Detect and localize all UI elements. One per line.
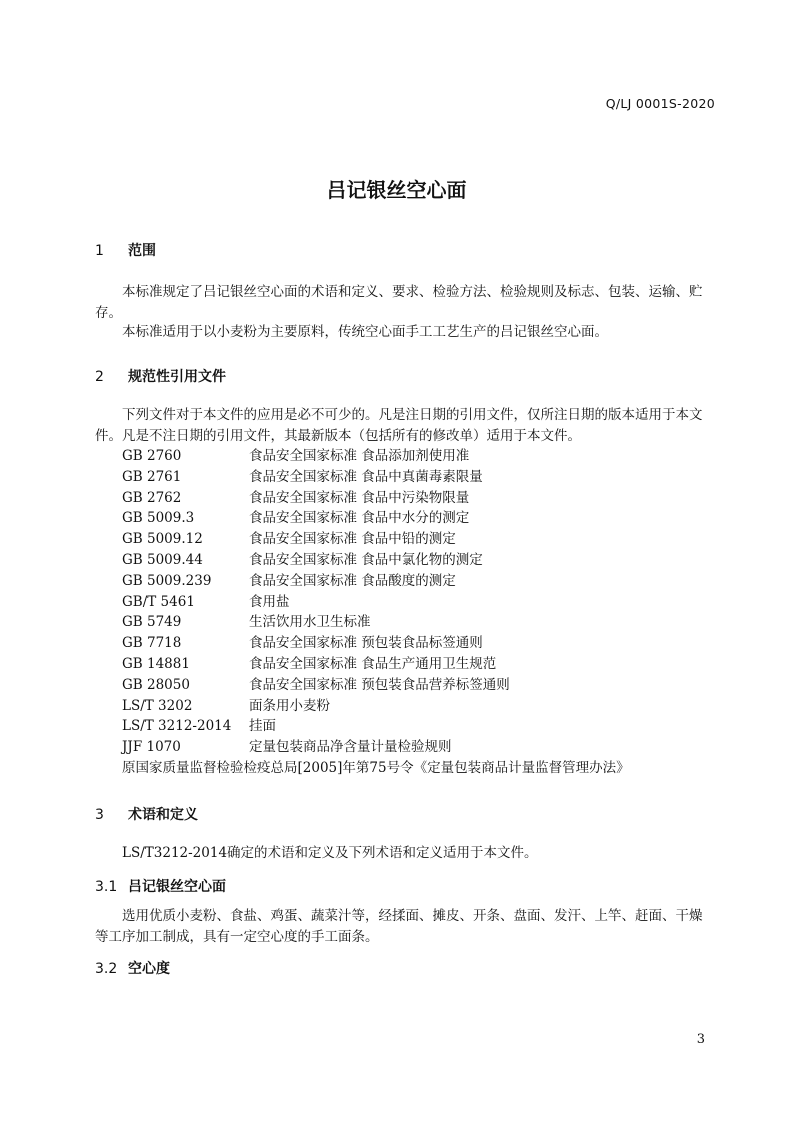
section-number: 3.1 [95,879,118,895]
reference-item [122,446,630,467]
reference-code: GB 14881 [122,655,190,672]
reference-code: GB 5749 [122,614,182,631]
reference-title: 食品安全国家标准 预包装食品营养标签通则 [249,676,510,693]
reference-code: GB 7718 [122,635,182,652]
section-title: 范围 [128,243,156,259]
reference-title: 食品安全国家标准 食品中铅的测定 [249,531,456,548]
paragraph-line: 选用优质小麦粉、食盐、鸡蛋、蔬菜汁等，经揉面、摊皮、开条、盘面、发汗、上竿、赶面、干燥 [122,908,703,924]
terms-intro-paragraph [95,843,716,864]
reference-code: JJF 1070 [122,739,181,756]
reference-item [122,529,630,550]
reference-code: GB 2760 [122,448,182,464]
definition-3-1-paragraph [95,906,716,948]
reference-title: 食品安全国家标准 食品添加剂使用准 [249,448,470,464]
reference-item [122,696,630,717]
reference-title: 食用盐 [249,593,290,610]
reference-title: 食品安全国家标准 食品中水分的测定 [249,510,470,527]
reference-code: GB 2762 [122,489,182,506]
reference-item [122,508,630,529]
paragraph-line: 本标准适用于以小麦粉为主要原料，传统空心面手工工艺生产的吕记银丝空心面。 [122,324,608,340]
section-number: 3.2 [95,961,118,977]
reference-code: GB/T 5461 [122,593,195,610]
reference-title: 定量包装商品净含量计量检验规则 [249,739,452,756]
section-title: 空心度 [128,961,170,977]
section-number: 2 [95,369,104,385]
reference-item [122,488,630,509]
section-heading-1 [95,240,156,260]
refs-intro-paragraph [95,405,716,447]
paragraph-line: 等工序加工制成，具有一定空心度的手工面条。 [95,929,379,945]
section-number: 3 [95,807,104,823]
paragraph-line: 件。凡是不注日期的引用文件，其最新版本（包括所有的修改单）适用于本文件。 [95,428,581,444]
reference-title: 食品安全国家标准 食品中氯化物的测定 [249,551,483,568]
section-heading-3-1 [95,876,226,896]
reference-code: LS/T 3202 [122,697,193,714]
section-heading-2 [95,366,226,386]
document-title: 吕记银丝空心面 [326,178,467,202]
reference-title: 生活饮用水卫生标准 [249,614,371,631]
reference-item [122,716,630,737]
reference-item [122,633,630,654]
reference-title: 食品安全国家标准 预包装食品标签通则 [249,635,483,652]
reference-item [122,467,630,488]
reference-item [122,571,630,592]
reference-code: GB 5009.239 [122,572,212,589]
reference-code: LS/T 3212-2014 [122,718,232,735]
reference-item-regulation: 原国家质量监督检验检疫总局[2005]年第75号令《定量包装商品计量监督管理办法》 [122,759,630,776]
reference-item [122,612,630,633]
reference-code: GB 2761 [122,468,182,485]
reference-item [122,654,630,675]
reference-title: 食品安全国家标准 食品中真菌毒素限量 [249,468,483,485]
reference-list [122,446,630,779]
reference-item [122,592,630,613]
reference-item [122,737,630,758]
standard-code: Q/LJ 0001S-2020 [605,96,715,111]
reference-title: 食品安全国家标准 食品酸度的测定 [249,572,456,589]
reference-title: 食品安全国家标准 食品中污染物限量 [249,489,470,506]
paragraph-line: 本标准规定了吕记银丝空心面的术语和定义、要求、检验方法、检验规则及标志、包装、运输、贮 [122,284,703,300]
section-title: 吕记银丝空心面 [128,879,226,895]
paragraph-line: 存。 [95,305,122,321]
paragraph-line: 下列文件对于本文件的应用是必不可少的。凡是注日期的引用文件，仅所注日期的版本适用于本文 [122,407,703,423]
section-title: 术语和定义 [128,807,198,823]
section-number: 1 [95,243,104,259]
scope-paragraph-1 [95,282,716,324]
section-title: 规范性引用文件 [128,369,226,385]
scope-paragraph-2 [95,322,716,343]
reference-code: GB 5009.12 [122,531,203,548]
reference-code: GB 28050 [122,676,190,693]
paragraph-line: LS/T3212-2014确定的术语和定义及下列术语和定义适用于本文件。 [122,845,538,861]
page-number: 3 [696,1032,705,1047]
reference-item [122,675,630,696]
reference-code: GB 5009.44 [122,551,203,568]
reference-title: 挂面 [249,718,276,735]
reference-title: 面条用小麦粉 [249,697,330,714]
section-heading-3 [95,804,198,824]
section-heading-3-2 [95,958,170,978]
reference-item [122,550,630,571]
reference-title: 食品安全国家标准 食品生产通用卫生规范 [249,655,497,672]
reference-code: GB 5009.3 [122,510,195,527]
